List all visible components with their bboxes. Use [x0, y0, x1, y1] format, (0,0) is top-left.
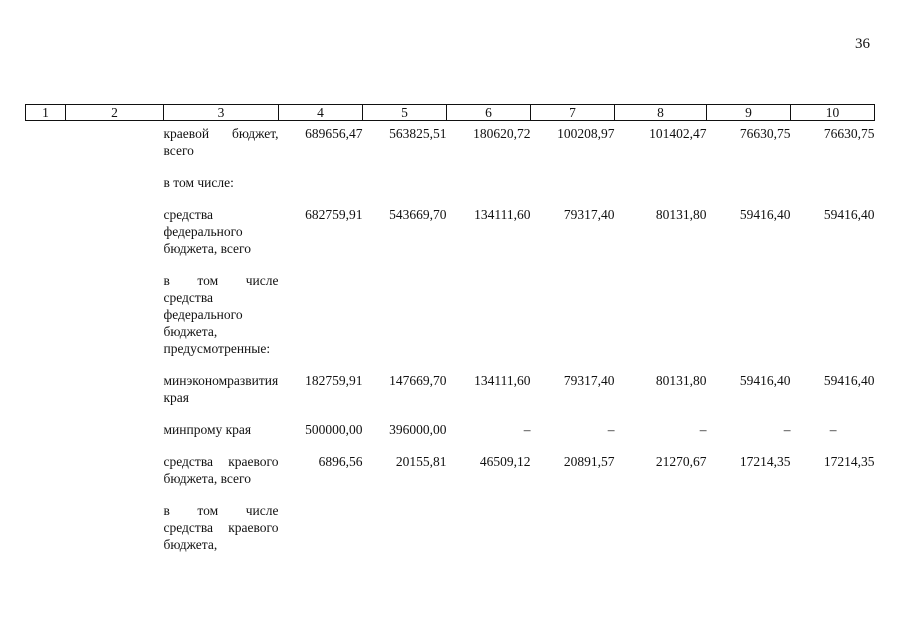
table-cell: 180620,72 [473, 126, 531, 141]
table-cell: 134111,60 [474, 207, 531, 222]
table-cell: 79317,40 [563, 373, 615, 388]
table-cell: 101402,47 [649, 126, 707, 141]
row-label: минпрому края [163, 422, 252, 437]
row-label: в том числе средства краевого бюджета, [163, 503, 279, 552]
row-label: средства краевого бюджета, всего [163, 454, 279, 486]
column-header: 9 [707, 105, 791, 121]
row-label: в том числе средства федерального бюджета, предусмотренные: [163, 273, 279, 356]
row-label: в том числе: [163, 175, 234, 190]
row-label: средства федерального бюджета, всего [163, 207, 251, 256]
column-header: 1 [26, 105, 66, 121]
page-number: 36 [855, 36, 870, 52]
column-header: 2 [66, 105, 164, 121]
column-header: 8 [615, 105, 707, 121]
column-header: 4 [279, 105, 363, 121]
table-cell: 17214,35 [823, 454, 875, 469]
table-cell: 100208,97 [557, 126, 615, 141]
column-header: 7 [531, 105, 615, 121]
table-cell: 134111,60 [474, 373, 531, 388]
table-row [26, 438, 875, 487]
table-cell: 563825,51 [389, 126, 447, 141]
table-cell: 80131,80 [655, 207, 707, 222]
table-cell: 20891,57 [563, 454, 615, 469]
header-row [26, 105, 875, 121]
table-cell: 543669,70 [389, 207, 447, 222]
table-cell: – [783, 422, 791, 437]
table-cell: 21270,67 [655, 454, 707, 469]
table-cell: 76630,75 [739, 126, 791, 141]
column-header: 10 [791, 105, 875, 121]
table-cell: 500000,00 [305, 422, 363, 437]
table-row [26, 191, 875, 257]
table-row [26, 257, 875, 357]
table-cell: 147669,70 [389, 373, 447, 388]
table-cell: 59416,40 [823, 207, 875, 222]
table-row [26, 121, 875, 160]
row-label: краевой бюджет, всего [163, 126, 279, 158]
table-cell: 20155,81 [395, 454, 447, 469]
table-cell: – [607, 422, 615, 437]
table-cell: 46509,12 [479, 454, 531, 469]
table-cell: – [829, 422, 837, 437]
table-cell: 689656,47 [305, 126, 363, 141]
table-cell: 59416,40 [739, 207, 791, 222]
table-cell: 59416,40 [739, 373, 791, 388]
table-row [26, 406, 875, 438]
table-cell: 17214,35 [739, 454, 791, 469]
table-cell: 80131,80 [655, 373, 707, 388]
table-cell: 59416,40 [823, 373, 875, 388]
table-cell: 396000,00 [389, 422, 447, 437]
table-cell: 6896,56 [318, 454, 363, 469]
table-cell: 682759,91 [305, 207, 363, 222]
table-cell: – [523, 422, 531, 437]
column-header: 3 [164, 105, 279, 121]
table-row [26, 357, 875, 406]
table-cell: 182759,91 [305, 373, 363, 388]
table-cell: 76630,75 [823, 126, 875, 141]
row-label: минэкономразвития края [163, 373, 279, 405]
column-header: 5 [363, 105, 447, 121]
table-cell: – [699, 422, 707, 437]
table-row [26, 159, 875, 191]
table-row [26, 487, 875, 553]
table-cell: 79317,40 [563, 207, 615, 222]
budget-table [25, 104, 875, 553]
column-header: 6 [447, 105, 531, 121]
